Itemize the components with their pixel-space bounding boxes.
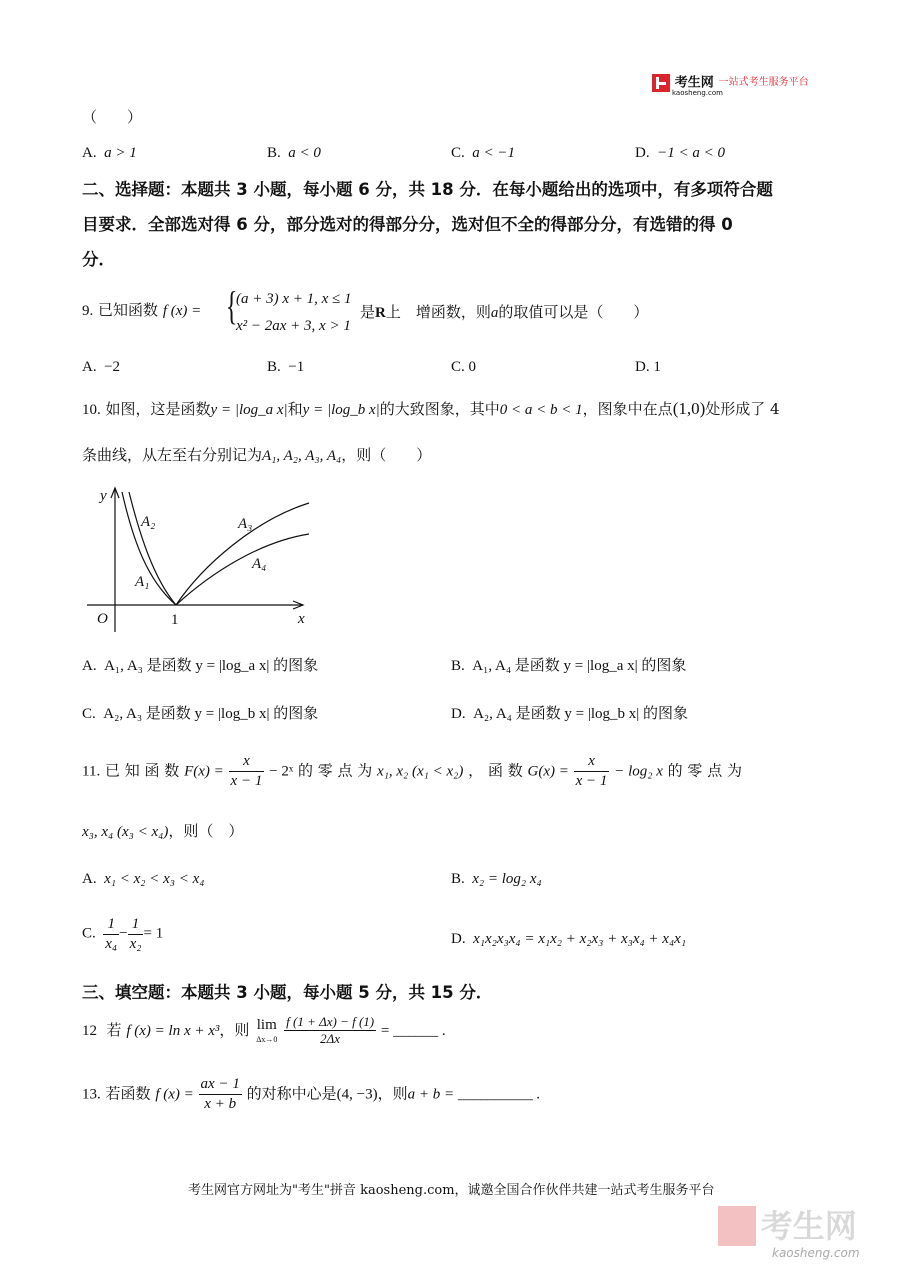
q9-option-c: C. 0 <box>451 359 477 375</box>
watermark-logo-icon <box>718 1206 756 1246</box>
q8-option-d: D. −1 < a < 0 <box>635 145 725 161</box>
header-logo-cn: 考生网 <box>674 75 714 91</box>
q10-option-a: A. A₁, A₃ 是函数 y = |log_a x| 的图象 <box>82 658 319 674</box>
q9-case1: (a + 3) x + 1, x ≤ 1 <box>236 291 352 307</box>
q11-G-fraction: $\frac{x}{x - 1}$ <box>575 753 608 789</box>
footer-watermark <box>718 1206 857 1246</box>
q9-option-b: B. −1 <box>267 359 305 375</box>
q8-option-b: B. a < 0 <box>267 145 321 161</box>
q8-option-a: A. a > 1 <box>82 145 137 161</box>
q11-option-b: B. x₂ = log₂ x₄ <box>451 871 542 887</box>
q12-limit: lim Δx→0 <box>256 1017 278 1045</box>
q13-stem: 13. 若函数 f (x) = $\frac{ax - 1}{x + b}$ 的对称中心是(4, −3)，则a + b = __________ . <box>82 1076 541 1112</box>
curve-label-A3: A₃ <box>238 516 253 532</box>
q12-fraction: $\frac{f (1 + \Delta x) - f (1)}{2\Delta x}$ <box>286 1014 375 1047</box>
q10-stem-line1: 10. 如图，这是函数y = |log_a x|和y = |log_b x|的大致图象，其中0 < a < b < 1，图象中在点(1,0)处形成了 4 <box>82 399 780 418</box>
section3-title: 三、填空题：本题共 3 小题，每小题 5 分，共 15 分． <box>82 983 493 1002</box>
q11-F-fraction: $\frac{x}{x - 1}$ <box>230 753 263 789</box>
q8-option-c: C. a < −1 <box>451 145 516 161</box>
q9-brace: { <box>225 283 238 328</box>
footer-text: 考生网官方网址为"考生"拼音 kaosheng.com，诚邀全国合作伙伴共建一站式考生服务平台 <box>188 1183 715 1198</box>
q13-fraction: $\frac{ax - 1}{x + b}$ <box>200 1076 240 1112</box>
q10-stem-line2: 条曲线，从左至右分别记为A₁, A₂, A₃, A₄，则（ ） <box>82 446 432 464</box>
q11-option-c: C. $\frac{1}{\text{x₄}}$ − $\frac{1}{\text{x₂}}$ = 1 <box>82 916 164 952</box>
tick-label-one: 1 <box>171 612 179 628</box>
x-axis-label: x <box>298 611 305 627</box>
section2-line2: 目要求．全部选对得 6 分，部分选对的得部分分，选对但不全的得部分分，有选错的得 0 <box>82 215 733 234</box>
y-axis-label: y <box>100 488 107 504</box>
origin-label: O <box>97 611 108 627</box>
q11-option-a: A. x₁ < x₂ < x₃ < x₄ <box>82 871 205 887</box>
kaosheng-logo-icon <box>652 74 670 92</box>
q9-option-a: A. −2 <box>82 359 121 375</box>
q9-stem: 9. 已知函数 f (x) = <box>82 301 202 319</box>
curve-label-A2: A₂ <box>141 514 156 530</box>
q9-option-d: D. 1 <box>635 359 661 375</box>
section2-line1: 二、选择题：本题共 3 小题，每小题 6 分，共 18 分．在每小题给出的选项中，有多项符合题 <box>82 180 773 199</box>
q10-option-b: B. A₁, A₄ 是函数 y = |log_a x| 的图象 <box>451 658 687 674</box>
curve-label-A4: A₄ <box>252 556 267 572</box>
watermark-cn: 考生网 <box>760 1207 857 1245</box>
q8-paren: （ ） <box>82 108 143 126</box>
q10-option-c: C. A₂, A₃ 是函数 y = |log_b x| 的图象 <box>82 706 319 722</box>
q11-stem-line2: x₃, x₄ (x₃ < x₄)，则（ ） <box>82 822 244 840</box>
q11-stem-line1: 11. 已 知 函 数 F(x) = $\frac{x}{x - 1}$ − 2ˣ 的 零 点 为 x₁, x₂ (x₁ < x₂) ， 函 数 G(x) = $\frac{x}{x - 1}$ − log₂ x 的 零 点 为 <box>82 753 742 789</box>
q10-option-d: D. A₂, A₄ 是函数 y = |log_b x| 的图象 <box>451 706 689 722</box>
header-slogan: 一站式考生服务平台 <box>718 77 809 88</box>
q11-option-d: D. x₁x₂x₃x₄ = x₁x₂ + x₂x₃ + x₃x₄ + x₄x₁ <box>451 931 687 947</box>
q12-stem: 12 若 f (x) = ln x + x³，则 lim Δx→0 $\frac{f (1 + \Delta x) - f (1)}{2\Delta x}$ = ______ . <box>82 1014 446 1047</box>
log-graph-figure <box>85 480 325 640</box>
watermark-en: kaosheng.com <box>772 1246 860 1260</box>
q9-stem-tail: 是R上 增函数，则a的取值可以是（ ） <box>360 303 649 321</box>
q9-case2: x² − 2ax + 3, x > 1 <box>236 318 351 334</box>
section2-line3: 分． <box>82 250 115 269</box>
curve-A4 <box>176 534 309 605</box>
header-logo-en: kaosheng.com <box>672 89 723 97</box>
curve-label-A1: A₁ <box>135 574 150 590</box>
